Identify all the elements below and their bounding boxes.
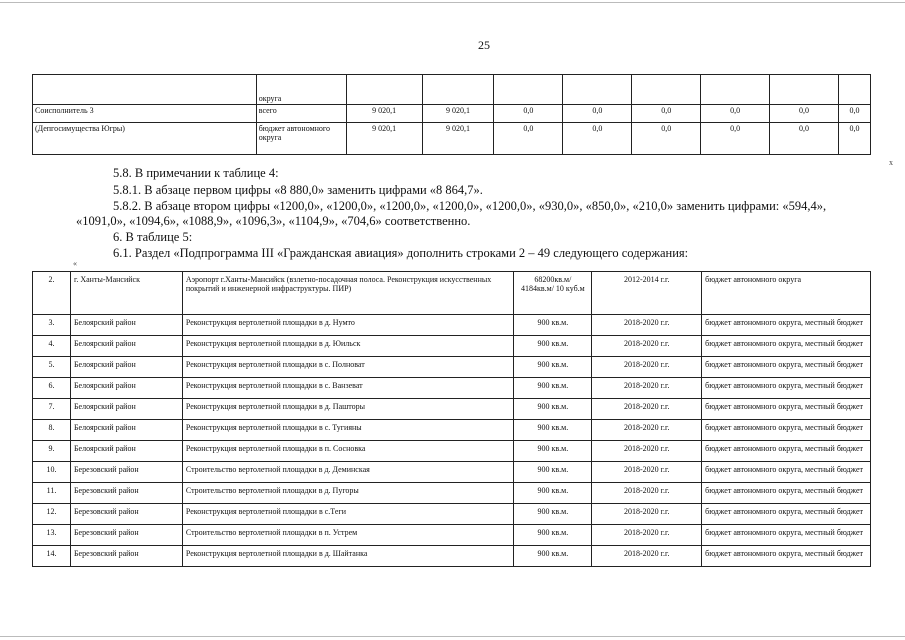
table-row [33,123,871,155]
row-number: 7. [33,399,71,420]
funding-source-cell: бюджет автономного округа, местный бюджет [702,357,871,378]
cell: 0,0 [839,123,871,155]
scan-bottom-edge [0,636,905,637]
paragraph: 6. В таблице 5: [113,230,193,244]
table-row [33,399,871,420]
table-row [33,441,871,462]
cell [494,75,563,105]
cell: 0,0 [839,105,871,123]
table-row [33,525,871,546]
cell [701,75,770,105]
cell: 0,0 [632,105,701,123]
row-label: Соисполнитель 3 [33,105,257,123]
project-name-cell: Реконструкция вертолетной площадки в с. Ванзеват [182,378,514,399]
capacity-cell: 900 кв.м. [514,462,592,483]
district-cell: Березовский район [70,504,182,525]
funding-source-cell: бюджет автономного округа, местный бюджет [702,378,871,399]
period-cell: 2018-2020 г.г. [592,357,702,378]
capacity-cell: 900 кв.м. [514,420,592,441]
row-number: 14. [33,546,71,567]
row-number: 6. [33,378,71,399]
capacity-cell: 900 кв.м. [514,525,592,546]
cell: 0,0 [494,123,563,155]
paragraph: 5.8. В примечании к таблице 4: [113,166,279,180]
paragraph: «1091,0», «1094,6», «1088,9», «1096,3», «1104,9», «704,6» соответственно. [76,214,471,228]
period-cell: 2018-2020 г.г. [592,420,702,441]
district-cell: Белоярский район [70,357,182,378]
row-number: 3. [33,315,71,336]
capacity-cell: 900 кв.м. [514,315,592,336]
table-row [33,504,871,525]
row-label [33,75,257,105]
cell: 0,0 [632,123,701,155]
capacity-cell: 900 кв.м. [514,378,592,399]
project-name-cell: Реконструкция вертолетной площадки в п. Сосновка [182,441,514,462]
margin-mark: х [889,158,893,167]
quote-mark: « [73,259,77,268]
capacity-cell: 900 кв.м. [514,336,592,357]
funding-source-cell: бюджет автономного округа, местный бюджет [702,420,871,441]
project-name-cell: Реконструкция вертолетной площадки в д. Пашторы [182,399,514,420]
capacity-cell: 900 кв.м. [514,399,592,420]
row-sub: округа [256,75,346,105]
project-name-cell: Строительство вертолетной площадки в п. Устрем [182,525,514,546]
funding-source-cell: бюджет автономного округа [702,272,871,315]
district-cell: Белоярский район [70,441,182,462]
district-cell: Белоярский район [70,336,182,357]
project-name-cell: Строительство вертолетной площадки в д. Деминская [182,462,514,483]
period-cell: 2018-2020 г.г. [592,504,702,525]
funding-source-cell: бюджет автономного округа, местный бюджет [702,441,871,462]
period-cell: 2018-2020 г.г. [592,546,702,567]
table-row [33,462,871,483]
table-row [33,105,871,123]
project-name-cell: Реконструкция вертолетной площадки в д. Нумто [182,315,514,336]
cell [770,75,839,105]
district-cell: Березовский район [70,525,182,546]
cell: 9 020,1 [346,105,422,123]
district-cell: Белоярский район [70,420,182,441]
period-cell: 2012-2014 г.г. [592,272,702,315]
cell: 9 020,1 [422,105,494,123]
cell [632,75,701,105]
table-row [33,315,871,336]
row-number: 2. [33,272,71,315]
row-sub: бюджет автономного округа [256,123,346,155]
page-number: 25 [478,38,490,52]
period-cell: 2018-2020 г.г. [592,441,702,462]
period-cell: 2018-2020 г.г. [592,336,702,357]
table-row [33,483,871,504]
table-row [33,336,871,357]
row-sub: всего [256,105,346,123]
project-name-cell: Реконструкция вертолетной площадки в д. Шайтанка [182,546,514,567]
funding-source-cell: бюджет автономного округа, местный бюджет [702,525,871,546]
district-cell: Березовский район [70,483,182,504]
cell [839,75,871,105]
district-cell: Белоярский район [70,378,182,399]
project-name-cell: Реконструкция вертолетной площадки в с.Теги [182,504,514,525]
period-cell: 2018-2020 г.г. [592,525,702,546]
funding-source-cell: бюджет автономного округа, местный бюджет [702,483,871,504]
funding-source-cell: бюджет автономного округа, местный бюджет [702,462,871,483]
cell: 0,0 [563,105,632,123]
cell: 0,0 [494,105,563,123]
capacity-cell: 900 кв.м. [514,504,592,525]
row-number: 9. [33,441,71,462]
period-cell: 2018-2020 г.г. [592,399,702,420]
funding-source-cell: бюджет автономного округа, местный бюджет [702,546,871,567]
cell: 9 020,1 [422,123,494,155]
row-label: (Депгосимущества Югры) [33,123,257,155]
cell [346,75,422,105]
budget-table [32,74,871,155]
row-number: 13. [33,525,71,546]
cell: 0,0 [701,123,770,155]
table-row [33,546,871,567]
scan-top-edge [0,2,905,3]
row-number: 10. [33,462,71,483]
funding-source-cell: бюджет автономного округа, местный бюджет [702,336,871,357]
funding-source-cell: бюджет автономного округа, местный бюджет [702,504,871,525]
table-row [33,378,871,399]
period-cell: 2018-2020 г.г. [592,315,702,336]
district-cell: г. Ханты-Мансийск [70,272,182,315]
cell: 0,0 [770,105,839,123]
cell: 0,0 [770,123,839,155]
cell: 0,0 [701,105,770,123]
capacity-cell: 900 кв.м. [514,546,592,567]
district-cell: Березовский район [70,546,182,567]
capacity-cell: 68200кв.м/ 4184кв.м/ 10 куб.м [514,272,592,315]
period-cell: 2018-2020 г.г. [592,462,702,483]
cell: 9 020,1 [346,123,422,155]
project-name-cell: Реконструкция вертолетной площадки в с. Полноват [182,357,514,378]
paragraph: 5.8.2. В абзаце втором цифры «1200,0», «1200,0», «1200,0», «1200,0», «1200,0», «930,0», «850,0», «210,0» заменить цифрами: «594,4», [113,199,827,213]
district-cell: Белоярский район [70,399,182,420]
table-row [33,357,871,378]
cell: 0,0 [563,123,632,155]
table-row [33,420,871,441]
capacity-cell: 900 кв.м. [514,357,592,378]
district-cell: Березовский район [70,462,182,483]
funding-source-cell: бюджет автономного округа, местный бюджет [702,315,871,336]
cell [563,75,632,105]
row-number: 4. [33,336,71,357]
project-name-cell: Реконструкция вертолетной площадки в с. Тугияны [182,420,514,441]
paragraph: 6.1. Раздел «Подпрограмма III «Гражданская авиация» дополнить строками 2 – 49 следующего содержания: [113,246,689,260]
funding-source-cell: бюджет автономного округа, местный бюджет [702,399,871,420]
projects-table [32,271,871,567]
cell [422,75,494,105]
period-cell: 2018-2020 г.г. [592,483,702,504]
capacity-cell: 900 кв.м. [514,483,592,504]
row-number: 5. [33,357,71,378]
row-number: 11. [33,483,71,504]
table-row [33,272,871,315]
project-name-cell: Реконструкция вертолетной площадки в д. Юильск [182,336,514,357]
table-row [33,75,871,105]
row-number: 8. [33,420,71,441]
project-name-cell: Строительство вертолетной площадки в д. Пугоры [182,483,514,504]
capacity-cell: 900 кв.м. [514,441,592,462]
paragraph: 5.8.1. В абзаце первом цифры «8 880,0» заменить цифрами «8 864,7». [113,183,483,197]
row-number: 12. [33,504,71,525]
period-cell: 2018-2020 г.г. [592,378,702,399]
project-name-cell: Аэропорт г.Ханты-Мансийск (взлетно-посадочная полоса. Реконструкция искусственных покрытий и инженерной инфраструктуры. ПИР) [182,272,514,315]
district-cell: Белоярский район [70,315,182,336]
